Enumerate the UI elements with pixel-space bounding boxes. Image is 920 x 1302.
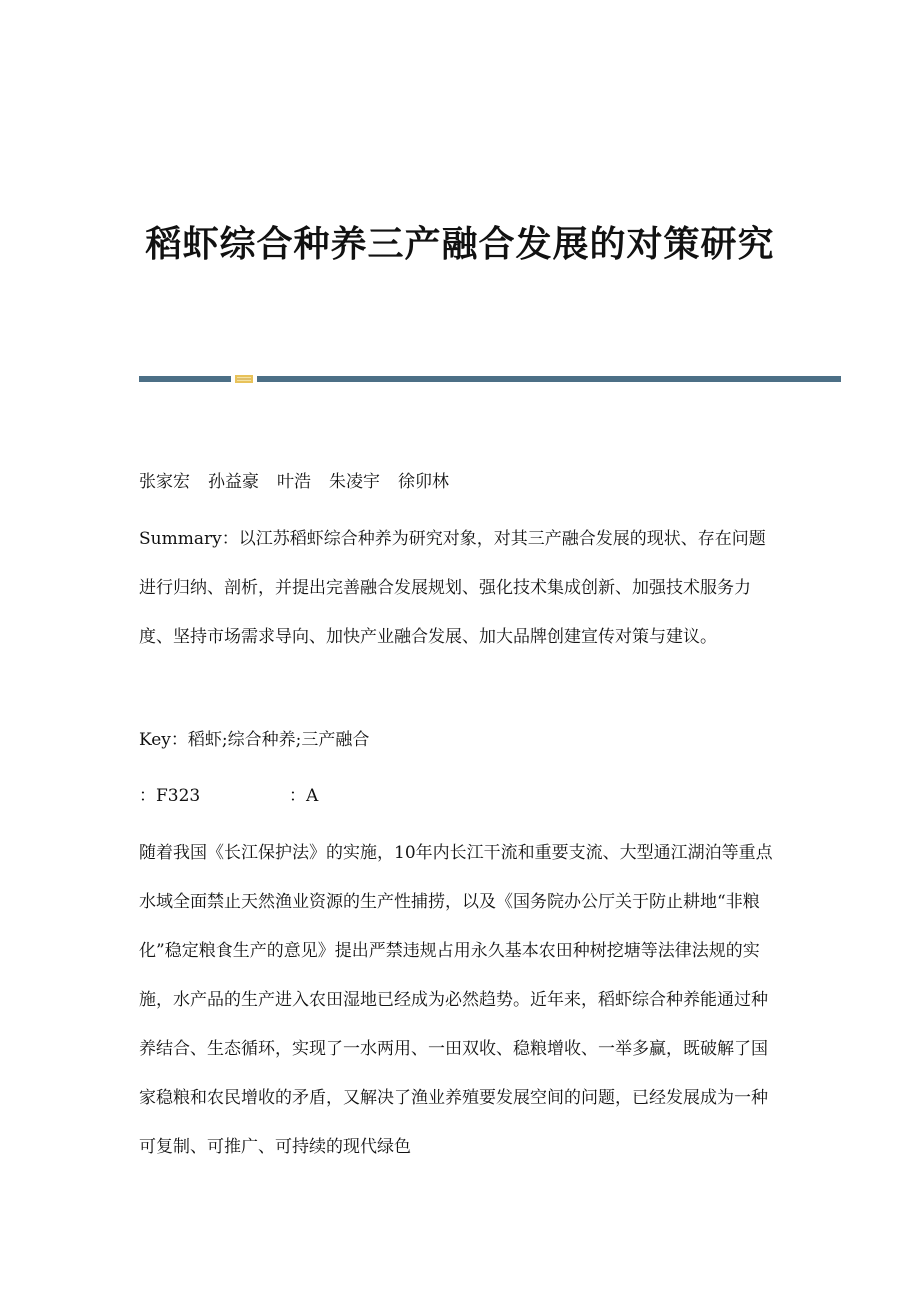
- author-name: 张家宏: [139, 472, 190, 492]
- divider-bar-left: [139, 376, 231, 382]
- classification-codes: [139, 772, 779, 821]
- paper-title: 稻虾综合种养三产融合发展的对策研究: [145, 223, 775, 265]
- keywords-text: 稻虾;综合种养;三产融合: [187, 730, 370, 750]
- keywords-label: Key：: [139, 730, 188, 750]
- divider-ornament-icon: [235, 374, 253, 384]
- abstract: [139, 515, 779, 662]
- abstract-label: Summary：: [139, 529, 239, 549]
- title-divider: [139, 374, 841, 384]
- author-list: [139, 458, 779, 507]
- document-code: ：A: [289, 786, 319, 806]
- author-name: 叶浩: [277, 472, 311, 492]
- author-name: 朱凌宇: [329, 472, 380, 492]
- keywords: [139, 716, 779, 765]
- divider-bar-right: [257, 376, 841, 382]
- author-name: 孙益豪: [208, 472, 259, 492]
- clc-code: ：F323: [139, 786, 201, 806]
- author-name: 徐卯林: [398, 472, 449, 492]
- body-paragraph: 随着我国《长江保护法》的实施，10年内长江干流和重要支流、大型通江湖泊等重点水域全面禁止天然渔业资源的生产性捕捞，以及《国务院办公厅关于防止耕地“非粮化”稳定粮食生产的意见》提出严禁违规占用永久基本农田种树挖塘等法律法规的实施，水产品的生产进入农田湿地已经成为必然趋势。近年来，稻虾综合种养能通过种养结合、生态循环，实现了一水两用、一田双收、稳粮增收、一举多赢，既破解了国家稳粮和农民增收的矛盾，又解决了渔业养殖要发展空间的问题，已经发展成为一种可复制、可推广、可持续的现代绿色: [139, 843, 773, 1157]
- abstract-text: 以江苏稻虾综合种养为研究对象，对其三产融合发展的现状、存在问题进行归纳、剖析，并提出完善融合发展规划、强化技术集成创新、加强技术服务力度、坚持市场需求导向、加快产业融合发展、加大品牌创建宣传对策与建议。: [139, 529, 766, 647]
